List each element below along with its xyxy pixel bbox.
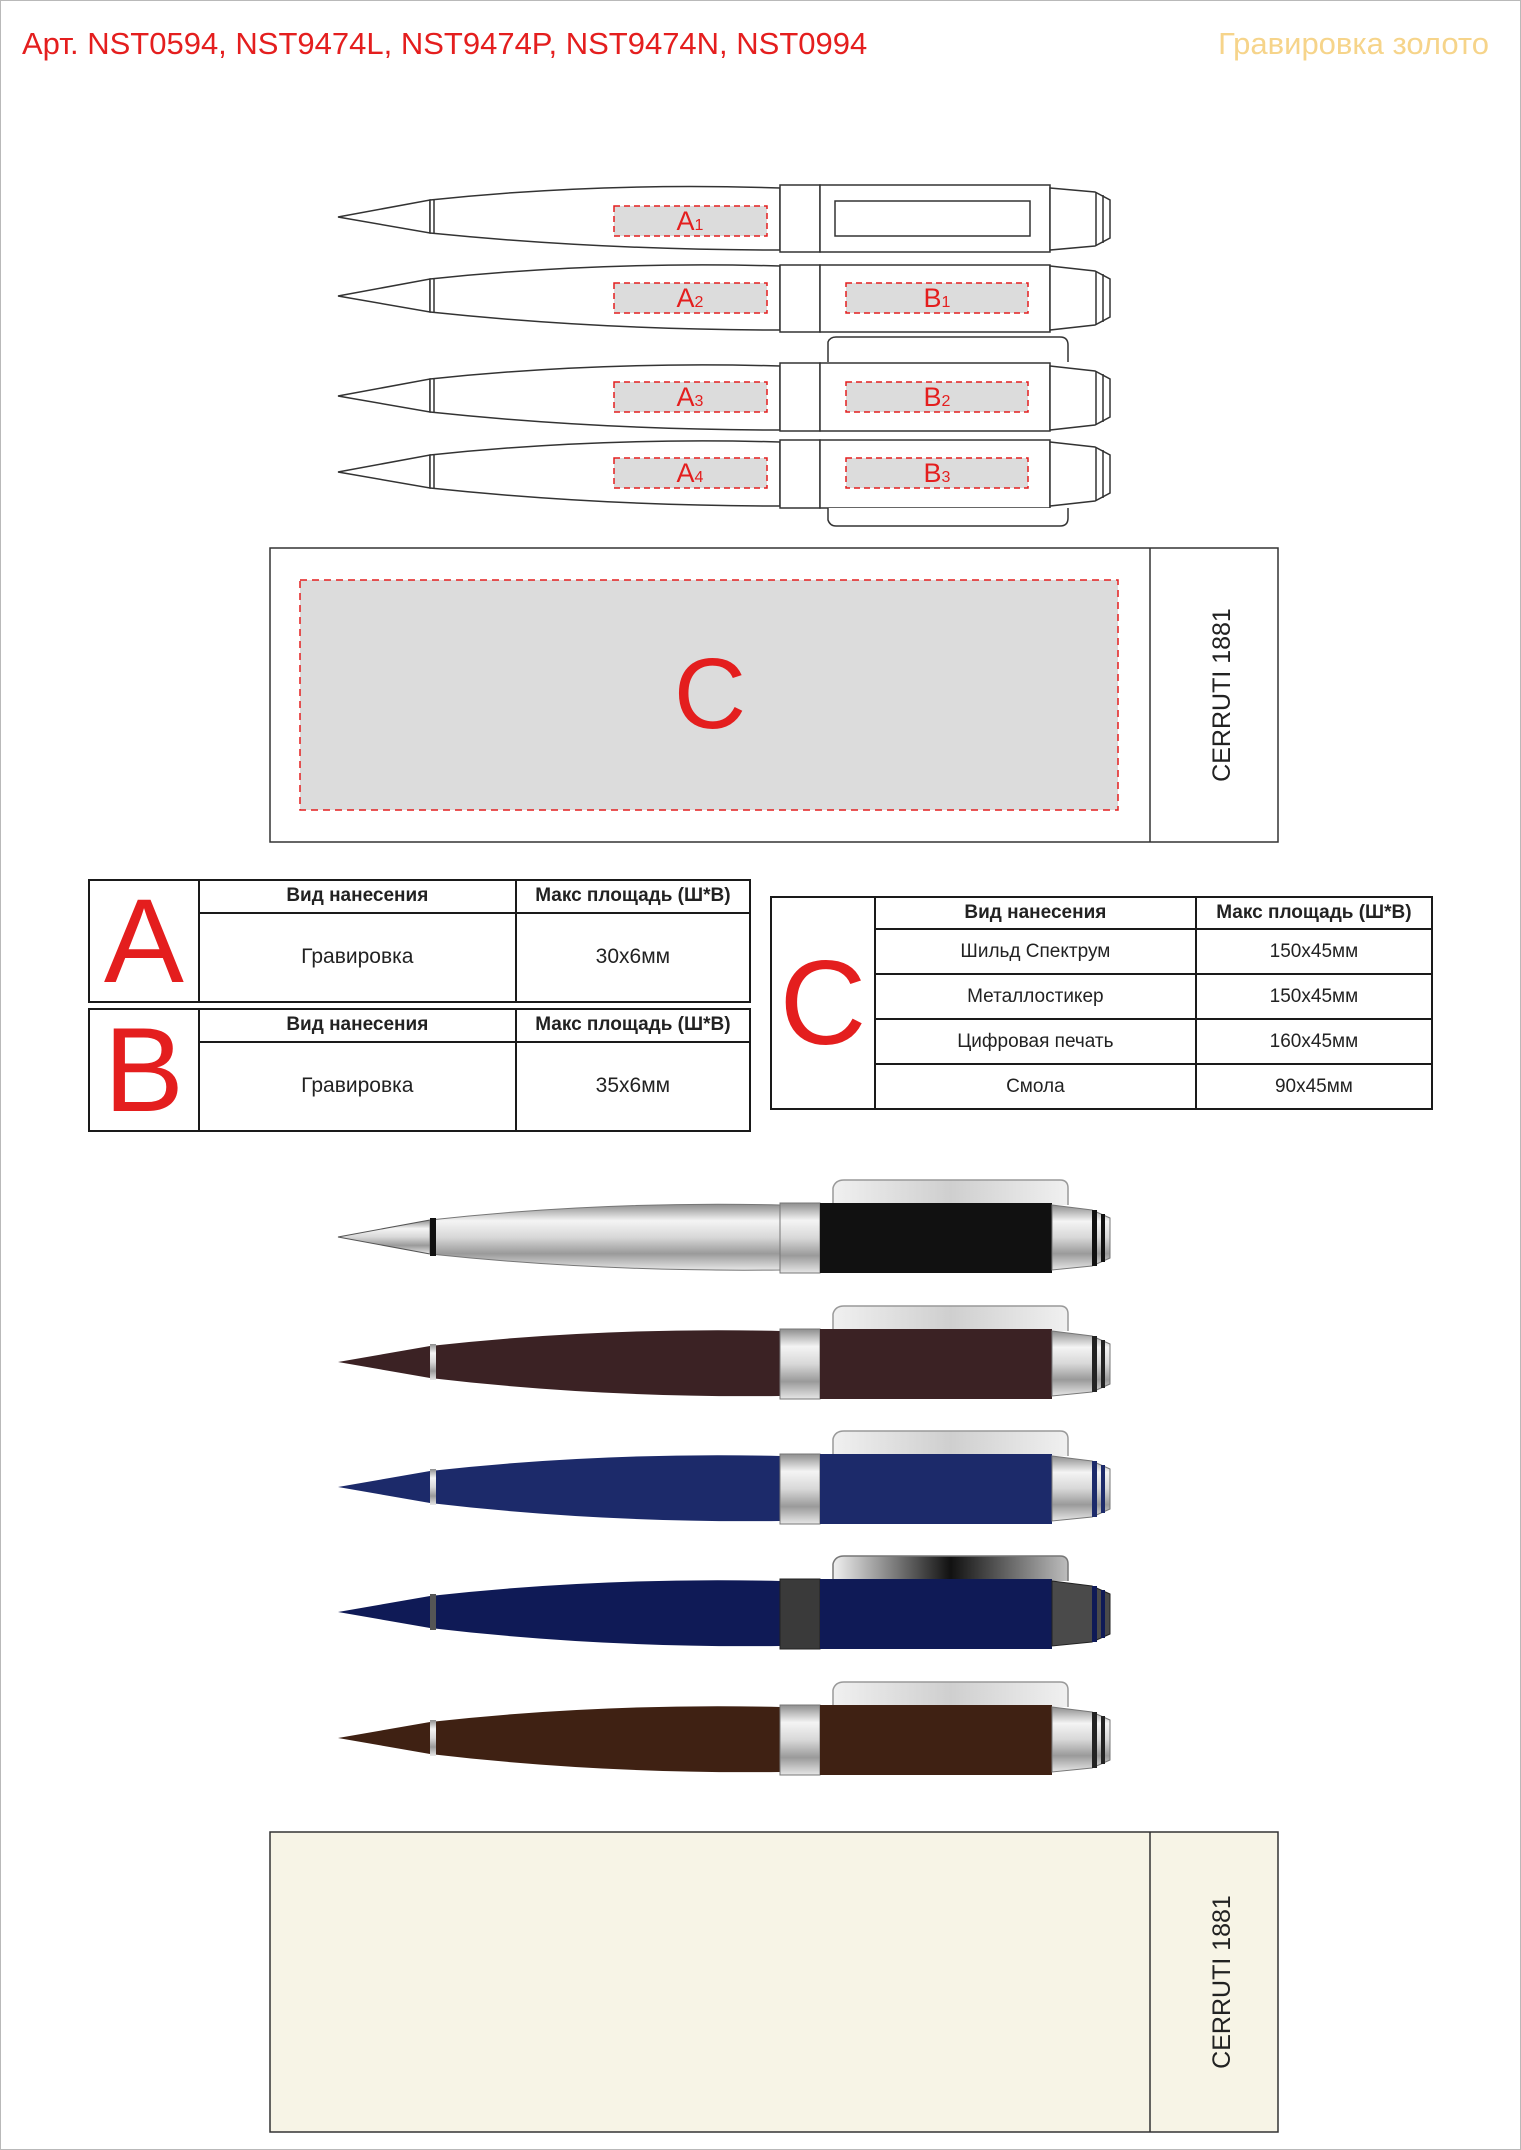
pen-variant-blue bbox=[338, 1431, 1110, 1524]
table-b-header-area: Макс площадь (Ш*В) bbox=[516, 1009, 750, 1042]
table-a-header-method: Вид нанесения bbox=[199, 880, 516, 913]
pen-variant-burgundy bbox=[338, 1306, 1110, 1399]
pen-variant-silver-black bbox=[338, 1180, 1110, 1273]
box-brand-cream: CERRUTI 1881 bbox=[1208, 1895, 1236, 2069]
table-c-row-area: 90х45мм bbox=[1196, 1064, 1432, 1109]
table-c-row-method: Смола bbox=[875, 1064, 1196, 1109]
box-brand: CERRUTI 1881 bbox=[1208, 608, 1236, 782]
table-c-row-area: 150х45мм bbox=[1196, 929, 1432, 974]
table-c-row-method: Цифровая печать bbox=[875, 1019, 1196, 1064]
table-c-letter: C bbox=[771, 897, 875, 1109]
method-label: Гравировка золото bbox=[1218, 26, 1489, 61]
pen-variant-navy bbox=[338, 1556, 1110, 1649]
gift-box-outline bbox=[270, 548, 1278, 842]
table-a-method: Гравировка bbox=[199, 913, 516, 1002]
table-c-header-area: Макс площадь (Ш*В) bbox=[1196, 897, 1432, 929]
zone-a1-label: A1 bbox=[676, 206, 704, 236]
table-b-method: Гравировка bbox=[199, 1042, 516, 1131]
zone-a3-label: A3 bbox=[676, 382, 704, 412]
table-c-row-area: 160х45мм bbox=[1196, 1019, 1432, 1064]
table-c-row-area: 150х45мм bbox=[1196, 974, 1432, 1019]
table-a-header-area: Макс площадь (Ш*В) bbox=[516, 880, 750, 913]
pen-variant-brown bbox=[338, 1682, 1110, 1775]
table-c-header-method: Вид нанесения bbox=[875, 897, 1196, 929]
zone-a4-label: A4 bbox=[676, 458, 704, 488]
gift-box-cream bbox=[270, 1832, 1278, 2132]
table-c-row-method: Металлостикер bbox=[875, 974, 1196, 1019]
table-b-area: 35х6мм bbox=[516, 1042, 750, 1131]
table-c-row-method: Шильд Спектрум bbox=[875, 929, 1196, 974]
spec-table-c bbox=[770, 896, 1433, 1110]
zone-b2-label: B2 bbox=[923, 382, 951, 412]
article-title: Арт. NST0594, NST9474L, NST9474P, NST9474N, NST0994 bbox=[22, 26, 868, 61]
table-b-header-method: Вид нанесения bbox=[199, 1009, 516, 1042]
table-a-area: 30х6мм bbox=[516, 913, 750, 1002]
spec-table-b bbox=[88, 1003, 751, 1137]
zone-b1-label: B1 bbox=[923, 283, 951, 313]
zone-b3-label: B3 bbox=[923, 458, 951, 488]
spec-table-a bbox=[88, 874, 751, 1008]
table-a-letter: A bbox=[89, 880, 199, 1002]
zone-a2-label: A2 bbox=[676, 283, 704, 313]
zone-c-label: C bbox=[673, 638, 747, 750]
table-b-letter: B bbox=[89, 1009, 199, 1131]
